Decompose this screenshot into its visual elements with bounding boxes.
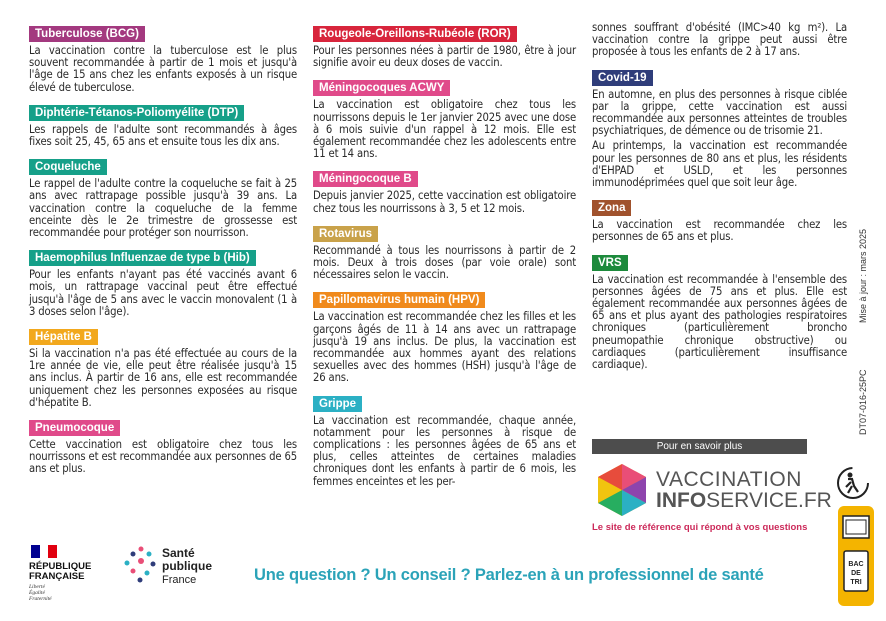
vaccine-title: Coqueluche xyxy=(29,159,107,175)
sorting-bin-badge xyxy=(838,506,874,606)
vaccine-title: Rougeole-Oreillons-Rubéole (ROR) xyxy=(313,26,517,42)
bin-label-3: TRI xyxy=(850,579,862,586)
side-reference xyxy=(858,225,872,435)
vaccine-description: En automne, en plus des personnes à risque ciblée par la grippe, cette vaccination est aussi recommandée aux personnes atteintes de troubles psychiatriques, de démence ou de trisomie 21. xyxy=(592,87,847,138)
vaccine-section xyxy=(592,66,847,190)
vaccine-title: Zona xyxy=(592,200,631,216)
vis-tagline: Le site de référence qui répond à vos questions xyxy=(592,522,808,533)
vaccine-title: Papillomavirus humain (HPV) xyxy=(313,292,485,308)
vaccine-title: Méningocoque B xyxy=(313,171,418,187)
vaccine-section xyxy=(313,392,576,488)
vaccine-section xyxy=(592,22,847,59)
vaccine-section xyxy=(313,76,576,160)
sp-text: Santé publique France xyxy=(162,546,212,586)
side-update-date: Mise à jour : mars 2025 xyxy=(858,228,868,323)
column-left xyxy=(29,22,297,483)
vaccine-section xyxy=(592,251,847,372)
vaccine-title: Pneumocoque xyxy=(29,420,120,436)
vaccine-description: Le rappel de l'adulte contre la coqueluche se fait à 25 ans avec rattrapage possible jusqu'à 39 ans. La vaccination contre la coqueluche de la femme enceinte dès le 2e trimestre de grossesse est recommandée pour protéger son nourrisson. xyxy=(29,177,297,240)
vaccine-section xyxy=(313,167,576,214)
question-footer: Une question ? Un conseil ? Parlez-en à un professionnel de santé xyxy=(254,566,764,584)
vaccine-section xyxy=(592,196,847,243)
vis-line2: INFOSERVICE.FR xyxy=(656,489,832,512)
dots-cluster-icon xyxy=(122,545,160,585)
vaccine-description: Pour les personnes nées à partir de 1980, être à jour signifie avoir eu deux doses de vaccin. xyxy=(313,44,576,70)
vaccine-section xyxy=(29,246,297,318)
vaccination-info-service-logo[interactable] xyxy=(592,462,832,522)
rf-name: RÉPUBLIQUE FRANÇAISE xyxy=(29,561,92,582)
vaccine-title: Hépatite B xyxy=(29,329,98,345)
vaccine-title: Méningocoques ACWY xyxy=(313,80,450,96)
more-info-banner: Pour en savoir plus xyxy=(592,439,807,454)
marianne-flag-icon xyxy=(31,545,57,558)
bin-label-1: BAC xyxy=(848,561,864,568)
vaccine-description: La vaccination est obligatoire chez tous les nourrissons depuis le 1er janvier 2025 avec une dose à 6 mois suivie d'un rappel à 12 mois. Elle est également recommandée chez les adolescents entre 11 et 14 ans. xyxy=(313,98,576,161)
vaccine-description: Recommandé à tous les nourrissons à partir de 2 mois. Deux à trois doses (par voie orale) sont nécessaires selon le vaccin. xyxy=(313,243,576,282)
vaccine-description: La vaccination est recommandée chez les personnes de 65 ans et plus. xyxy=(592,218,847,244)
vaccine-description: La vaccination est recommandée chez les filles et les garçons âgés de 11 à 14 ans avec un rattrapage jusqu'à 19 ans inclus. De plus, la vaccination est recommandée aux hommes ayant des relations sexuelles avec des hommes (HSH) jusqu'à l'âge de 26 ans. xyxy=(313,310,576,385)
vaccine-section xyxy=(29,22,297,94)
vaccine-description: sonnes souffrant d'obésité (IMC>40 kg m²). La vaccination contre la grippe peut aussi être proposée à tous les enfants de 2 à 17 ans. xyxy=(592,21,847,59)
vaccine-title: Grippe xyxy=(313,396,362,412)
vaccine-title: VRS xyxy=(592,255,628,271)
hexagon-mosaic-icon xyxy=(592,462,652,518)
vaccine-section xyxy=(29,416,297,476)
vaccine-title: Tuberculose (BCG) xyxy=(29,26,145,42)
side-ref-code: DT07-016-25PC xyxy=(858,369,868,435)
sante-publique-france-logo xyxy=(122,545,212,595)
vaccine-description: La vaccination est recommandée à l'ensemble des personnes âgées de 75 ans et plus. Elle est également recommandée aux personnes âgées de 65 ans et plus ayant des pathologies respiratoires chroniques (particulièrement broncho pneumopathie chronique obstructive) ou cardiaques (particulièrement insuffisance cardiaque). xyxy=(592,272,847,372)
column-middle xyxy=(313,22,576,495)
paper-bin-icon xyxy=(838,506,874,606)
triman-icon xyxy=(836,466,870,500)
vaccine-description: La vaccination contre la tuberculose est le plus souvent recommandée à partir de 1 mois et jusqu'à l'âge de 15 ans chez les enfants exposés à un risque élevé de tuberculose. xyxy=(29,44,297,94)
vaccine-description: Pour les enfants n'ayant pas été vaccinés avant 6 mois, un rattrapage vaccinal peut être effectué jusqu'à l'âge de 5 ans avec le vaccin monovalent (1 à 3 doses selon l'âge). xyxy=(29,268,297,318)
vaccine-description: Si la vaccination n'a pas été effectuée au cours de la 1re année de vie, elle peut être réalisée jusqu'à 15 ans inclus. À partir de 16 ans, elle est recommandée uniquement chez les personnes exposées au risque d'hépatite B. xyxy=(29,347,297,409)
vaccine-section xyxy=(313,22,576,69)
vaccine-section xyxy=(313,222,576,282)
rf-motto: Liberté Égalité Fraternité xyxy=(29,584,52,602)
vaccine-description: Au printemps, la vaccination est recommandée pour les personnes de 80 ans et plus, les résidents d'EHPAD et USLD, et les personnes immunodéprimées quel que soit leur âge. xyxy=(592,139,847,190)
vaccine-section xyxy=(29,155,297,239)
vaccine-section xyxy=(29,101,297,148)
vis-line1: VACCINATION xyxy=(656,468,802,491)
vaccine-title: Covid-19 xyxy=(592,70,653,86)
column-right xyxy=(592,22,847,378)
vaccine-description: Cette vaccination est obligatoire chez tous les nourrissons et est recommandée aux personnes de 65 ans et plus. xyxy=(29,438,297,476)
vaccine-title: Haemophilus Influenzae de type b (Hib) xyxy=(29,250,256,266)
vaccine-title: Diphtérie-Tétanos-Poliomyélite (DTP) xyxy=(29,105,244,121)
vaccine-description: Les rappels de l'adulte sont recommandés à âges fixes soit 25, 45, 65 ans et ensuite tous les dix ans. xyxy=(29,122,297,149)
bin-label-2: DE xyxy=(851,570,861,577)
vaccine-description: Depuis janvier 2025, cette vaccination est obligatoire chez tous les nourrissons à 3, 5 et 12 mois. xyxy=(313,189,576,215)
republique-francaise-logo xyxy=(29,545,119,605)
vaccine-description: La vaccination est recommandée, chaque année, notamment pour les personnes à risque de complications : les personnes âgées de 65 ans et plus, celles atteintes de certaines maladies chroniques dont les enfants à partir de 6 mois, les femmes enceintes et les per- xyxy=(313,413,576,488)
vaccine-section xyxy=(313,288,576,384)
vaccine-section xyxy=(29,325,297,409)
vaccine-title: Rotavirus xyxy=(313,226,378,242)
